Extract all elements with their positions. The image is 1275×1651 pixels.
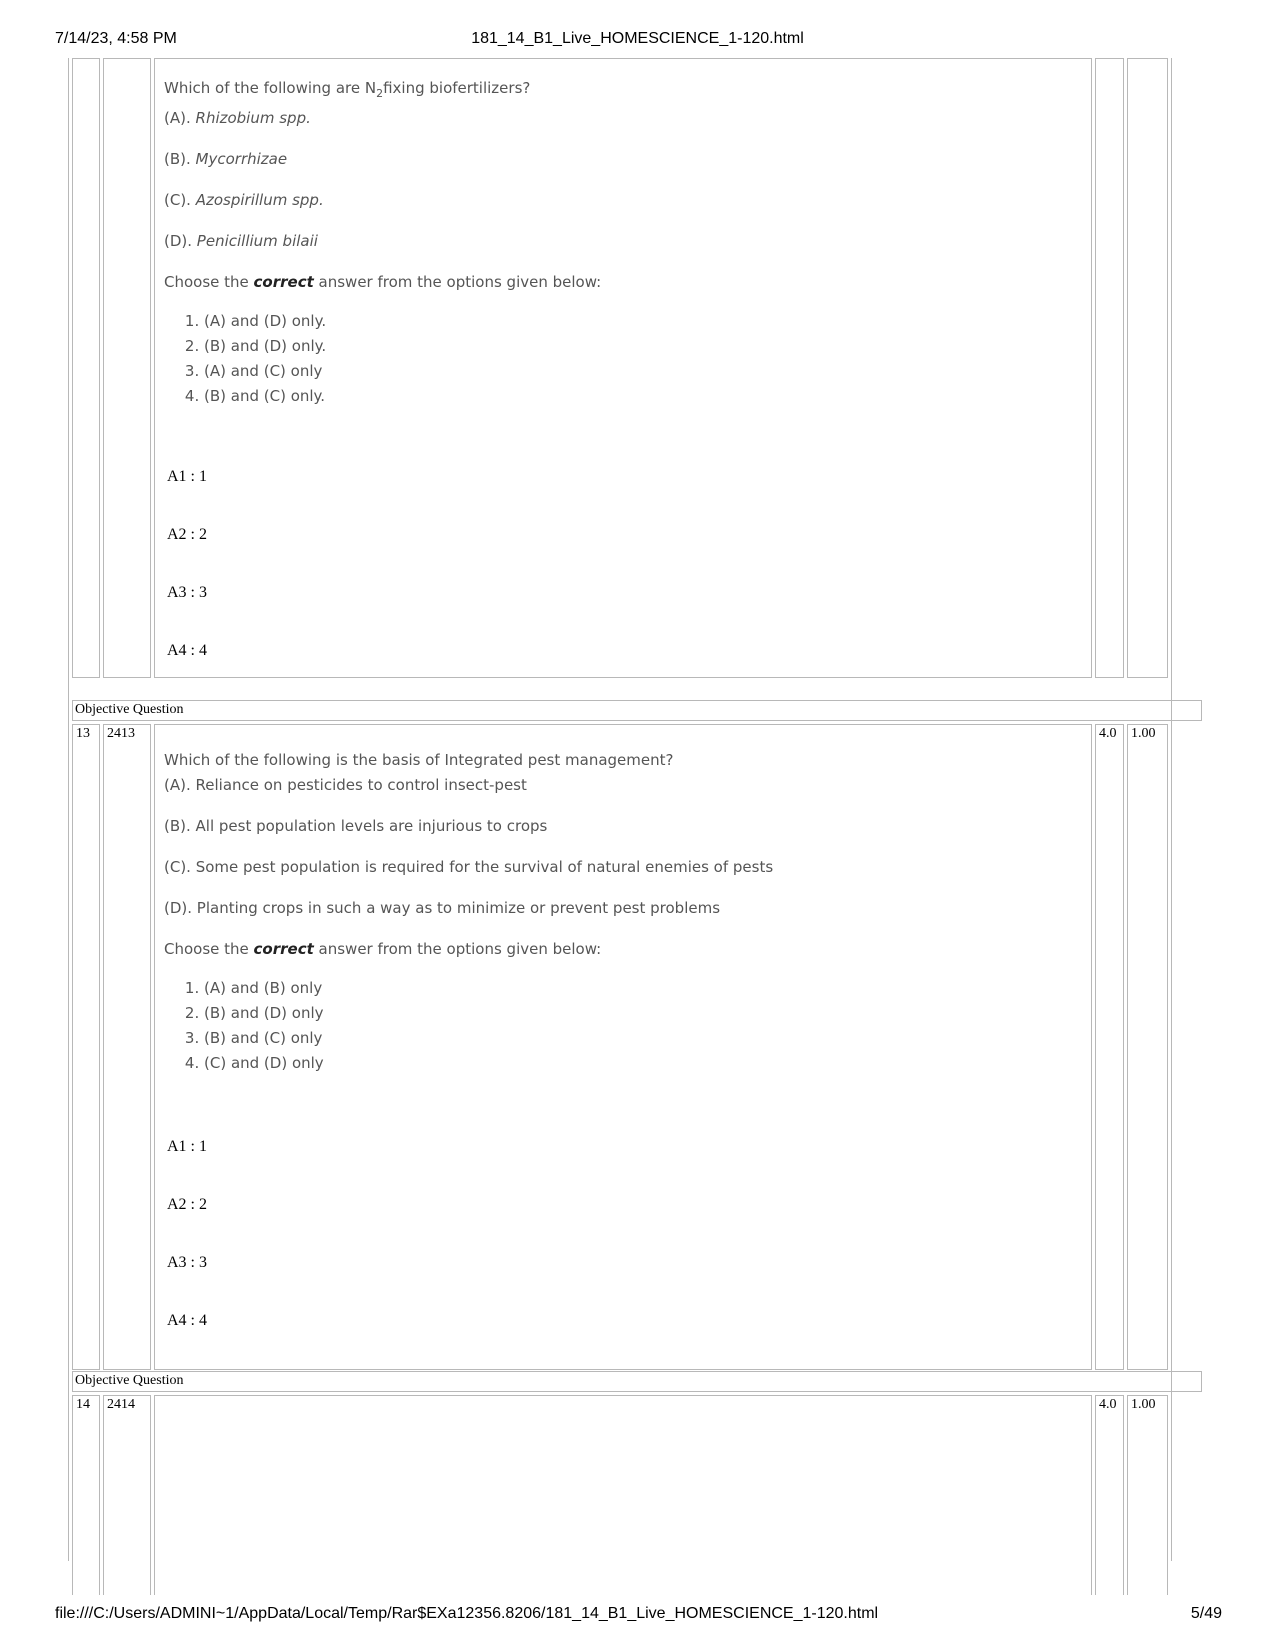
section-label: Objective Question xyxy=(72,1371,1202,1392)
q14-qid-cell: 2414 xyxy=(103,1395,151,1595)
q13-answer-4: A4 : 4 xyxy=(167,1312,207,1329)
q12-statement-a: (A). Rhizobium spp. xyxy=(164,109,311,127)
q12-marks-cell xyxy=(1095,58,1124,678)
q13-statement-c: (C). Some pest population is required for the survival of natural enemies of pests xyxy=(164,858,774,876)
q12-question xyxy=(164,76,601,409)
q13-qid-cell: 2413 xyxy=(103,724,151,1370)
q13-option: 1. (A) and (B) only xyxy=(204,976,773,1001)
q12-answer-1: A1 : 1 xyxy=(167,468,207,485)
q14-sno-cell: 14 xyxy=(72,1395,100,1595)
print-file-title: 181_14_B1_Live_HOMESCIENCE_1-120.html xyxy=(471,30,804,47)
q13-statement-b: (B). All pest population levels are injurious to crops xyxy=(164,817,548,835)
q13-sno-cell: 13 xyxy=(72,724,100,1370)
q12-option: 2. (B) and (D) only. xyxy=(204,334,601,359)
q13-answer-3: A3 : 3 xyxy=(167,1254,207,1271)
q12-statement-d: (D). Penicillium bilaii xyxy=(164,232,318,250)
q12-answer-4: A4 : 4 xyxy=(167,642,207,659)
q12-sno-cell xyxy=(72,58,100,678)
print-datetime: 7/14/23, 4:58 PM xyxy=(55,30,177,47)
page-number: 5/49 xyxy=(1190,1605,1222,1622)
q13-statement-a: (A). Reliance on pesticides to control insect-pest xyxy=(164,776,527,794)
outer-table-left-border xyxy=(68,58,69,1561)
q13-statement-d: (D). Planting crops in such a way as to minimize or prevent pest problems xyxy=(164,899,721,917)
q13-question xyxy=(164,748,773,1076)
q12-option: 4. (B) and (C) only. xyxy=(204,384,601,409)
q12-answer-3: A3 : 3 xyxy=(167,584,207,601)
q13-answer-2: A2 : 2 xyxy=(167,1196,207,1213)
q13-instruction: Choose the correct answer from the options given below: xyxy=(164,940,602,958)
q13-answer-1: A1 : 1 xyxy=(167,1138,207,1155)
q13-option: 3. (B) and (C) only xyxy=(204,1026,773,1051)
q12-statement-b: (B). Mycorrhizae xyxy=(164,150,288,168)
q12-option: 1. (A) and (D) only. xyxy=(204,309,601,334)
q13-option: 2. (B) and (D) only xyxy=(204,1001,773,1026)
q13-marks-cell: 4.0 xyxy=(1095,724,1124,1370)
q12-neg-cell xyxy=(1127,58,1168,678)
q12-statement-c: (C). Azospirillum spp. xyxy=(164,191,324,209)
q12-options-list xyxy=(164,309,601,409)
q14-body-cell xyxy=(154,1395,1092,1595)
section-label: Objective Question xyxy=(72,700,1202,721)
q13-option: 4. (C) and (D) only xyxy=(204,1051,773,1076)
q14-neg-cell: 1.00 xyxy=(1127,1395,1168,1595)
q13-neg-cell: 1.00 xyxy=(1127,724,1168,1370)
q12-stem: Which of the following are $N_2fixing$ biofertilizers? xyxy=(164,79,531,100)
q12-qid-cell xyxy=(103,58,151,678)
q12-instruction: Choose the correct answer from the options given below: xyxy=(164,273,602,291)
print-file-path: file:///C:/Users/ADMINI~1/AppData/Local/Temp/Rar$EXa12356.8206/181_14_B1_Live_HOMESCIENCE_1-120.html xyxy=(55,1605,879,1622)
q12-answer-2: A2 : 2 xyxy=(167,526,207,543)
outer-table-right-border xyxy=(1171,58,1172,1561)
q13-stem: Which of the following is the basis of Integrated pest management? xyxy=(164,751,674,769)
q13-options-list xyxy=(164,976,773,1076)
q12-option: 3. (A) and (C) only xyxy=(204,359,601,384)
q14-marks-cell: 4.0 xyxy=(1095,1395,1124,1595)
